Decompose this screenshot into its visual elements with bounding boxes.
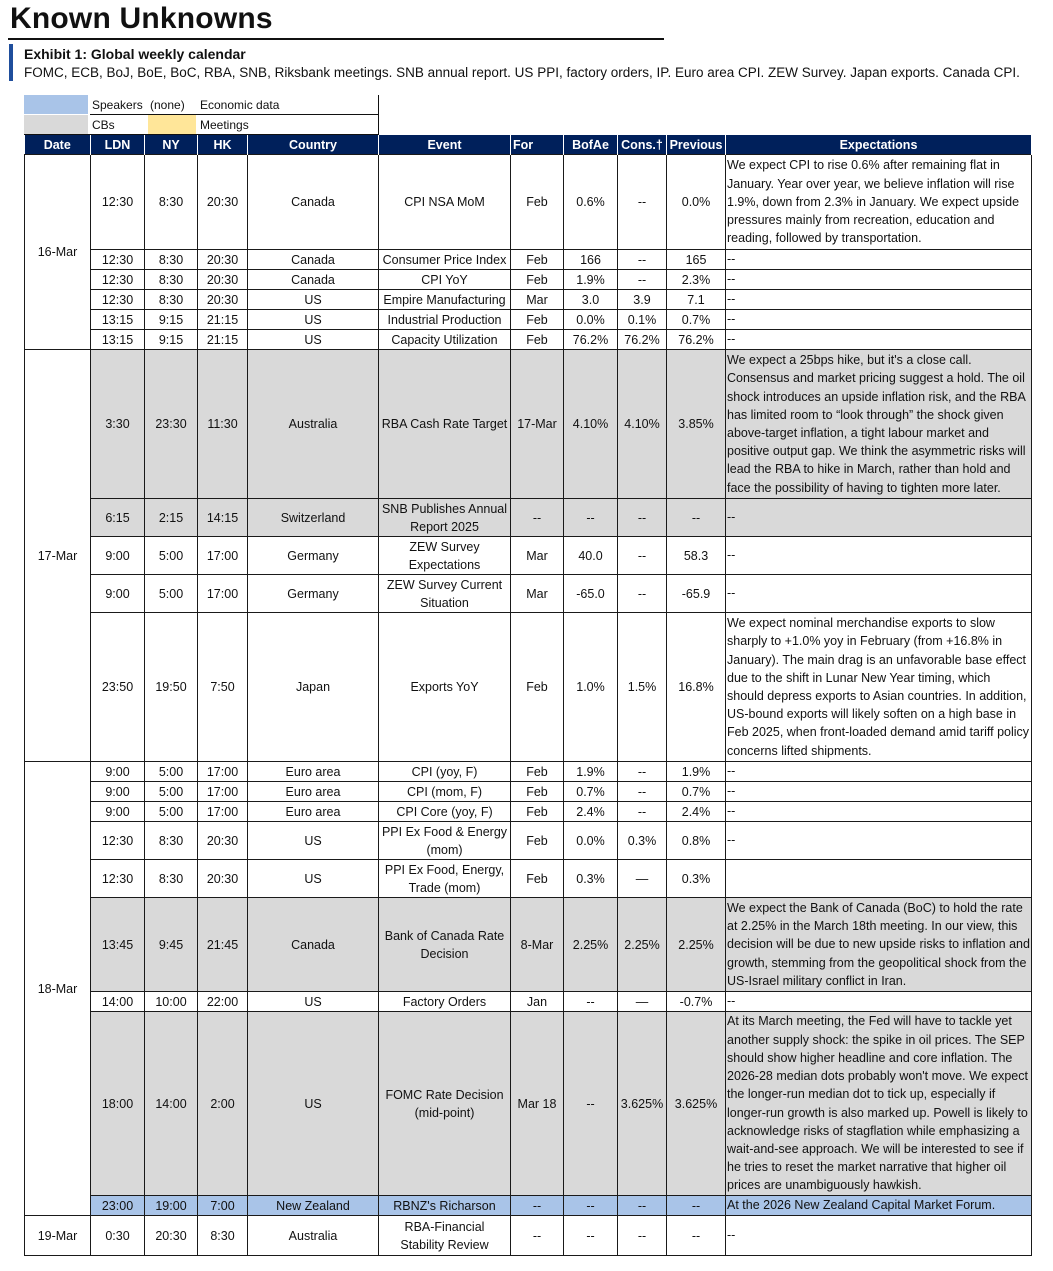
ldn-cell: 6:15 [91, 499, 145, 537]
table-row [25, 992, 1032, 1012]
event-cell: Exports YoY [379, 613, 511, 762]
for-cell: Feb [511, 310, 564, 330]
cons-cell: -- [618, 537, 667, 575]
ny-cell: 8:30 [145, 860, 198, 898]
for-cell: Feb [511, 270, 564, 290]
hk-cell: 20:30 [198, 860, 248, 898]
expectations-cell: -- [726, 310, 1032, 330]
country-cell: US [248, 330, 379, 350]
table-row [25, 1216, 1032, 1256]
previous-cell: 58.3 [667, 537, 726, 575]
country-cell: Australia [248, 350, 379, 499]
previous-cell: 2.4% [667, 802, 726, 822]
table-row [25, 1196, 1032, 1216]
ldn-cell: 12:30 [91, 860, 145, 898]
expectations-cell: -- [726, 537, 1032, 575]
event-cell: PPI Ex Food & Energy (mom) [379, 822, 511, 860]
country-cell: Japan [248, 613, 379, 762]
expectations-cell: -- [726, 762, 1032, 782]
for-cell: Mar [511, 537, 564, 575]
ldn-cell: 12:30 [91, 155, 145, 250]
ny-cell: 5:00 [145, 575, 198, 613]
hk-cell: 17:00 [198, 762, 248, 782]
ldn-cell: 23:00 [91, 1196, 145, 1216]
ldn-cell: 9:00 [91, 537, 145, 575]
hk-cell: 21:15 [198, 330, 248, 350]
col-ldn: LDN [91, 135, 145, 155]
ny-cell: 8:30 [145, 290, 198, 310]
previous-cell: 0.7% [667, 310, 726, 330]
bofae-cell: 40.0 [564, 537, 618, 575]
event-cell: FOMC Rate Decision (mid-point) [379, 1012, 511, 1196]
cons-cell: -- [618, 155, 667, 250]
bofae-cell: -- [564, 1216, 618, 1256]
ny-cell: 20:30 [145, 1216, 198, 1256]
hk-cell: 7:50 [198, 613, 248, 762]
hk-cell: 20:30 [198, 290, 248, 310]
ldn-cell: 9:00 [91, 575, 145, 613]
ny-cell: 14:00 [145, 1012, 198, 1196]
col-country: Country [248, 135, 379, 155]
country-cell: US [248, 822, 379, 860]
table-row [25, 898, 1032, 992]
bofae-cell: 1.0% [564, 613, 618, 762]
event-cell: RBA-Financial Stability Review [379, 1216, 511, 1256]
country-cell: Canada [248, 155, 379, 250]
ldn-cell: 18:00 [91, 1012, 145, 1196]
for-cell: Feb [511, 860, 564, 898]
bofae-cell: 0.7% [564, 782, 618, 802]
hk-cell: 17:00 [198, 575, 248, 613]
ny-cell: 9:45 [145, 898, 198, 992]
for-cell: Mar [511, 290, 564, 310]
legend-none-label: (none) [150, 98, 185, 112]
event-cell: Empire Manufacturing [379, 290, 511, 310]
ny-cell: 5:00 [145, 782, 198, 802]
cons-cell: 3.625% [618, 1012, 667, 1196]
event-cell: ZEW Survey Current Situation [379, 575, 511, 613]
legend-cbs-label: CBs [92, 118, 115, 132]
ny-cell: 8:30 [145, 822, 198, 860]
bofae-cell: 0.0% [564, 822, 618, 860]
cons-cell: -- [618, 782, 667, 802]
previous-cell: 76.2% [667, 330, 726, 350]
table-row [25, 613, 1032, 762]
hk-cell: 20:30 [198, 155, 248, 250]
bofae-cell: 76.2% [564, 330, 618, 350]
for-cell: Feb [511, 762, 564, 782]
table-row [25, 860, 1032, 898]
col-expectations: Expectations [726, 135, 1032, 155]
cons-cell: -- [618, 1196, 667, 1216]
cons-cell: -- [618, 250, 667, 270]
event-cell: CPI (yoy, F) [379, 762, 511, 782]
bofae-cell: 166 [564, 250, 618, 270]
for-cell: Feb [511, 330, 564, 350]
expectations-cell: -- [726, 270, 1032, 290]
for-cell: Feb [511, 613, 564, 762]
country-cell: US [248, 992, 379, 1012]
ldn-cell: 12:30 [91, 822, 145, 860]
ny-cell: 19:00 [145, 1196, 198, 1216]
ldn-cell: 13:15 [91, 310, 145, 330]
event-cell: CPI Core (yoy, F) [379, 802, 511, 822]
previous-cell: 3.85% [667, 350, 726, 499]
expectations-cell: -- [726, 822, 1032, 860]
previous-cell: -0.7% [667, 992, 726, 1012]
table-row [25, 270, 1032, 290]
for-cell: Mar [511, 575, 564, 613]
event-cell: Bank of Canada Rate Decision [379, 898, 511, 992]
expectations-cell: -- [726, 290, 1032, 310]
ny-cell: 5:00 [145, 762, 198, 782]
for-cell: 8-Mar [511, 898, 564, 992]
ny-cell: 8:30 [145, 270, 198, 290]
hk-cell: 11:30 [198, 350, 248, 499]
ny-cell: 8:30 [145, 250, 198, 270]
bofae-cell: 2.4% [564, 802, 618, 822]
ny-cell: 19:50 [145, 613, 198, 762]
table-row [25, 250, 1032, 270]
country-cell: US [248, 290, 379, 310]
for-cell: Mar 18 [511, 1012, 564, 1196]
hk-cell: 17:00 [198, 782, 248, 802]
cons-cell: -- [618, 270, 667, 290]
previous-cell: 0.3% [667, 860, 726, 898]
hk-cell: 17:00 [198, 537, 248, 575]
table-row [25, 575, 1032, 613]
event-cell: PPI Ex Food, Energy, Trade (mom) [379, 860, 511, 898]
expectations-cell: At the 2026 New Zealand Capital Market Forum. [726, 1196, 1032, 1216]
country-cell: US [248, 860, 379, 898]
event-cell: SNB Publishes Annual Report 2025 [379, 499, 511, 537]
bofae-cell: 1.9% [564, 270, 618, 290]
country-cell: Euro area [248, 802, 379, 822]
col-event: Event [379, 135, 511, 155]
country-cell: Canada [248, 270, 379, 290]
event-cell: Industrial Production [379, 310, 511, 330]
cons-cell: -- [618, 499, 667, 537]
col-ny: NY [145, 135, 198, 155]
previous-cell: 2.25% [667, 898, 726, 992]
expectations-cell: -- [726, 1216, 1032, 1256]
bofae-cell: 3.0 [564, 290, 618, 310]
table-row [25, 310, 1032, 330]
country-cell: Canada [248, 898, 379, 992]
expectations-cell: -- [726, 250, 1032, 270]
ny-cell: 10:00 [145, 992, 198, 1012]
for-cell: -- [511, 1216, 564, 1256]
ldn-cell: 14:00 [91, 992, 145, 1012]
hk-cell: 20:30 [198, 250, 248, 270]
previous-cell: 165 [667, 250, 726, 270]
bofae-cell: 0.0% [564, 310, 618, 330]
cons-cell: 0.3% [618, 822, 667, 860]
exhibit-title: Exhibit 1: Global weekly calendar [24, 46, 246, 62]
title-rule [8, 38, 664, 40]
previous-cell: 1.9% [667, 762, 726, 782]
hk-cell: 14:15 [198, 499, 248, 537]
event-cell: Capacity Utilization [379, 330, 511, 350]
country-cell: Germany [248, 575, 379, 613]
col-bofae: BofAe [564, 135, 618, 155]
cons-cell: 3.9 [618, 290, 667, 310]
hk-cell: 22:00 [198, 992, 248, 1012]
expectations-cell: -- [726, 992, 1032, 1012]
hk-cell: 21:45 [198, 898, 248, 992]
for-cell: Feb [511, 250, 564, 270]
cons-cell: — [618, 860, 667, 898]
table-row [25, 330, 1032, 350]
col-for: For [511, 135, 564, 155]
cons-cell: -- [618, 802, 667, 822]
ny-cell: 9:15 [145, 330, 198, 350]
hk-cell: 17:00 [198, 802, 248, 822]
country-cell: New Zealand [248, 1196, 379, 1216]
event-cell: RBNZ's Richarson [379, 1196, 511, 1216]
hk-cell: 21:15 [198, 310, 248, 330]
expectations-cell [726, 860, 1032, 898]
ldn-cell: 9:00 [91, 802, 145, 822]
table-row [25, 782, 1032, 802]
for-cell: Feb [511, 802, 564, 822]
expectations-cell: At its March meeting, the Fed will have to tackle yet another supply shock: the spike in oil prices. The SEP should show higher headline and core inflation. The 2026-28 median dots probably won't move. We expect the longer-run median dot to tick up, especially if longer-run growth is also marked up. Powell is likely to acknowledge risks of stagflation while emphasizing a wait-and-see approach. We will be interested to see if he tries to reset the market narrative that higher oil prices are unambiguously hawkish. [726, 1012, 1032, 1196]
table-row [25, 350, 1032, 499]
ldn-cell: 3:30 [91, 350, 145, 499]
cons-cell: -- [618, 762, 667, 782]
hk-cell: 20:30 [198, 270, 248, 290]
for-cell: Feb [511, 155, 564, 250]
event-cell: Consumer Price Index [379, 250, 511, 270]
legend-economic-data-label: Economic data [200, 98, 280, 112]
expectations-cell: -- [726, 802, 1032, 822]
col-hk: HK [198, 135, 248, 155]
ny-cell: 8:30 [145, 155, 198, 250]
ny-cell: 9:15 [145, 310, 198, 330]
previous-cell: -65.9 [667, 575, 726, 613]
event-cell: CPI NSA MoM [379, 155, 511, 250]
ldn-cell: 13:15 [91, 330, 145, 350]
expectations-cell: -- [726, 330, 1032, 350]
date-cell: 17-Mar [25, 350, 91, 762]
table-row [25, 290, 1032, 310]
bofae-cell: -65.0 [564, 575, 618, 613]
hk-cell: 20:30 [198, 822, 248, 860]
country-cell: Germany [248, 537, 379, 575]
for-cell: -- [511, 499, 564, 537]
cons-cell: 1.5% [618, 613, 667, 762]
table-header-row [25, 135, 1032, 155]
ldn-cell: 0:30 [91, 1216, 145, 1256]
exhibit-subtitle: FOMC, ECB, BoJ, BoE, BoC, RBA, SNB, Riksbank meetings. SNB annual report. US PPI, factory orders, IP. Euro area CPI. ZEW Survey. Japan exports. Canada CPI. [24, 65, 1020, 80]
previous-cell: 0.0% [667, 155, 726, 250]
previous-cell: -- [667, 1196, 726, 1216]
bofae-cell: -- [564, 1012, 618, 1196]
event-cell: Factory Orders [379, 992, 511, 1012]
table-row [25, 822, 1032, 860]
table-row [25, 762, 1032, 782]
ny-cell: 2:15 [145, 499, 198, 537]
country-cell: US [248, 1012, 379, 1196]
calendar-body [25, 155, 1032, 1256]
previous-cell: 0.8% [667, 822, 726, 860]
previous-cell: 3.625% [667, 1012, 726, 1196]
bofae-cell: 0.3% [564, 860, 618, 898]
table-row [25, 802, 1032, 822]
bofae-cell: 0.6% [564, 155, 618, 250]
country-cell: US [248, 310, 379, 330]
bofae-cell: -- [564, 1196, 618, 1216]
country-cell: Euro area [248, 762, 379, 782]
country-cell: Switzerland [248, 499, 379, 537]
col-date: Date [25, 135, 91, 155]
expectations-cell: -- [726, 575, 1032, 613]
country-cell: Australia [248, 1216, 379, 1256]
bofae-cell: 2.25% [564, 898, 618, 992]
page-title: Known Unknowns [10, 2, 273, 35]
expectations-cell: We expect a 25bps hike, but it's a close call. Consensus and market pricing suggest a hold. The oil shock introduces an upside inflation risk, and the RBA has limited room to “look through” the shock given above-target inflation, a tight labour market and positive output gap. We think the asymmetric risks will lead the RBA to hike in March, rather than hold and face the possibility of having to tighten more later. [726, 350, 1032, 499]
ldn-cell: 12:30 [91, 250, 145, 270]
expectations-cell: We expect CPI to rise 0.6% after remaining flat in January. Year over year, we believe inflation will rise 1.9%, down from 2.3% in January. We expect upside pressures mainly from recreation, education and reading, followed by transportation. [726, 155, 1032, 250]
for-cell: Feb [511, 822, 564, 860]
for-cell: Jan [511, 992, 564, 1012]
ldn-cell: 12:30 [91, 270, 145, 290]
event-cell: CPI YoY [379, 270, 511, 290]
ny-cell: 5:00 [145, 802, 198, 822]
hk-cell: 8:30 [198, 1216, 248, 1256]
bofae-cell: -- [564, 992, 618, 1012]
ldn-cell: 9:00 [91, 762, 145, 782]
country-cell: Euro area [248, 782, 379, 802]
table-row [25, 537, 1032, 575]
cons-cell: 2.25% [618, 898, 667, 992]
previous-cell: -- [667, 1216, 726, 1256]
cons-cell: -- [618, 1216, 667, 1256]
ldn-cell: 12:30 [91, 290, 145, 310]
hk-cell: 2:00 [198, 1012, 248, 1196]
cons-cell: -- [618, 575, 667, 613]
table-row [25, 1012, 1032, 1196]
cons-cell: 4.10% [618, 350, 667, 499]
previous-cell: -- [667, 499, 726, 537]
event-cell: RBA Cash Rate Target [379, 350, 511, 499]
expectations-cell: -- [726, 782, 1032, 802]
cons-cell: 0.1% [618, 310, 667, 330]
legend-meetings-label: Meetings [200, 118, 249, 132]
for-cell: Feb [511, 782, 564, 802]
legend-divider [90, 114, 378, 115]
date-cell: 18-Mar [25, 762, 91, 1216]
ldn-cell: 9:00 [91, 782, 145, 802]
previous-cell: 0.7% [667, 782, 726, 802]
hk-cell: 7:00 [198, 1196, 248, 1216]
ny-cell: 23:30 [145, 350, 198, 499]
previous-cell: 16.8% [667, 613, 726, 762]
col-previous: Previous [667, 135, 726, 155]
for-cell: -- [511, 1196, 564, 1216]
ny-cell: 5:00 [145, 537, 198, 575]
expectations-cell: -- [726, 499, 1032, 537]
previous-cell: 7.1 [667, 290, 726, 310]
event-cell: ZEW Survey Expectations [379, 537, 511, 575]
calendar-table [24, 135, 1032, 1256]
col-cons: Cons.† [618, 135, 667, 155]
exhibit-accent-bar [9, 44, 13, 81]
table-row [25, 499, 1032, 537]
expectations-cell: We expect nominal merchandise exports to slow sharply to +1.0% yoy in February (from +16.8% in January). The main drag is an unfavorable base effect due to the shift in Lunar New Year timing, which should depress exports to Asian countries. In addition, US-bound exports will likely soften on a high base in Feb 2025, when front-loaded demand amid tariff policy concerns lifted shipments. [726, 613, 1032, 762]
bofae-cell: 1.9% [564, 762, 618, 782]
for-cell: 17-Mar [511, 350, 564, 499]
legend-speakers-label: Speakers [92, 98, 143, 112]
cons-cell: — [618, 992, 667, 1012]
legend-border [24, 95, 379, 135]
ldn-cell: 13:45 [91, 898, 145, 992]
bofae-cell: 4.10% [564, 350, 618, 499]
table-row [25, 155, 1032, 250]
date-cell: 19-Mar [25, 1216, 91, 1256]
ldn-cell: 23:50 [91, 613, 145, 762]
bofae-cell: -- [564, 499, 618, 537]
date-cell: 16-Mar [25, 155, 91, 350]
cons-cell: 76.2% [618, 330, 667, 350]
previous-cell: 2.3% [667, 270, 726, 290]
event-cell: CPI (mom, F) [379, 782, 511, 802]
expectations-cell: We expect the Bank of Canada (BoC) to hold the rate at 2.25% in the March 18th meeting. In our view, this decision will be due to new upside risks to inflation and growth, stemming from the geopolitical shock from the US-Israel military conflict in Iran. [726, 898, 1032, 992]
country-cell: Canada [248, 250, 379, 270]
